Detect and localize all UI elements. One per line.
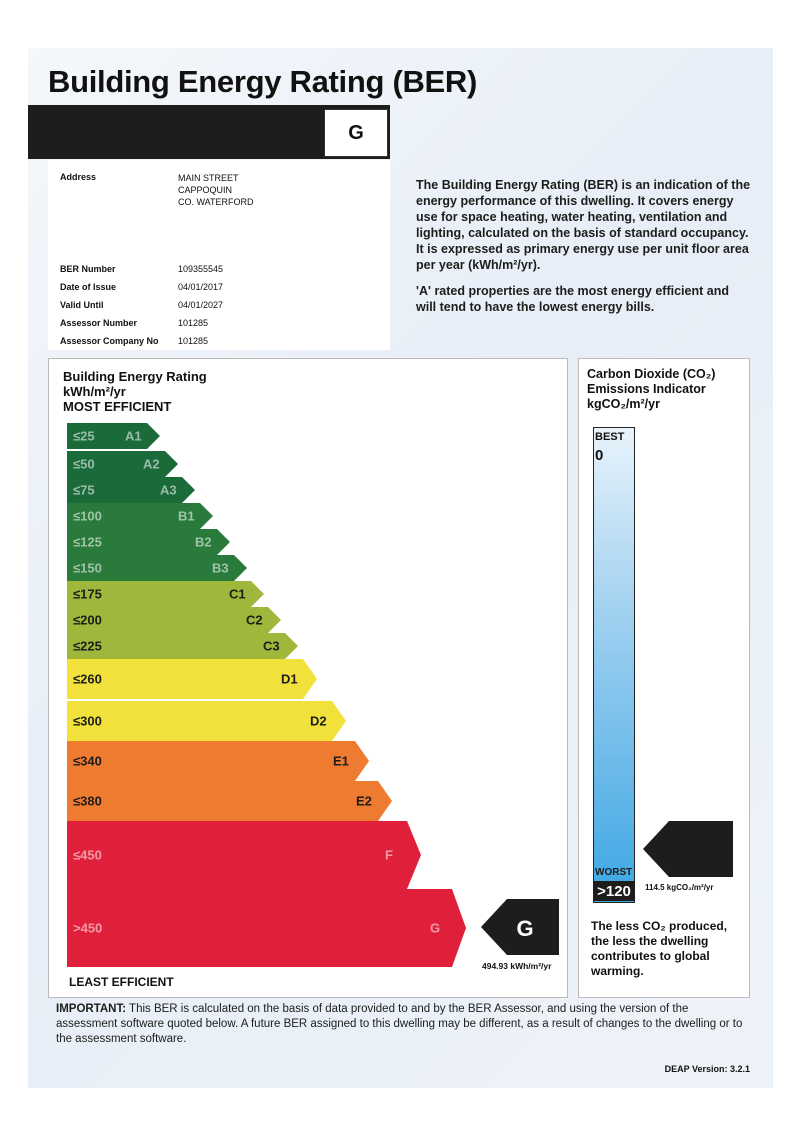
ber-band-threshold: ≤340: [73, 753, 102, 769]
co2-title: Carbon Dioxide (CO₂): [587, 367, 716, 381]
ber-band-e1: [67, 741, 369, 781]
ber-band-shape: [67, 741, 369, 781]
ber-scale-panel: [48, 358, 568, 998]
ber-band-label: E2: [356, 793, 372, 809]
valid-until-value: 04/01/2027: [178, 300, 224, 310]
ber-band-label: E1: [333, 753, 349, 769]
address-line: MAIN STREET: [178, 173, 239, 183]
ber-band-threshold: ≤260: [73, 671, 102, 687]
ber-band-b2: [67, 529, 230, 555]
ber-scale-unit: kWh/m²/yr: [63, 384, 126, 399]
rating-marker-arrow: [481, 899, 559, 955]
co2-marker-value: 114.5 kgCO₂/m²/yr: [645, 883, 714, 892]
description-paragraph: 'A' rated properties are the most energy efficient and will tend to have the lowest energy bills.: [416, 284, 729, 314]
ber-band-c2: [67, 607, 281, 633]
ber-band-threshold: ≤75: [73, 482, 95, 498]
valid-until-label: Valid Until: [60, 300, 104, 310]
ber-band-g: [67, 889, 466, 967]
ber-band-label: B3: [212, 560, 229, 576]
co2-subtitle: Emissions Indicator: [587, 382, 706, 396]
co2-gradient-bar: [593, 427, 635, 903]
assessor-company-value: 101285: [178, 336, 209, 346]
deap-version: DEAP Version: 3.2.1: [664, 1064, 750, 1074]
address-line: CO. WATERFORD: [178, 197, 254, 207]
date-of-issue-value: 04/01/2017: [178, 282, 224, 292]
ber-band-threshold: ≤175: [73, 586, 102, 602]
ber-number-label: BER Number: [60, 264, 116, 274]
ber-band-f: [67, 821, 421, 889]
ber-band-label: A3: [160, 482, 177, 498]
ber-band-threshold: ≤150: [73, 560, 102, 576]
ber-band-threshold: >450: [73, 920, 103, 936]
ber-band-threshold: ≤25: [73, 428, 95, 444]
address-value: [178, 172, 254, 208]
assessor-number-value: 101285: [178, 318, 209, 328]
ber-band-label: C2: [246, 612, 263, 628]
ber-band-threshold: ≤125: [73, 534, 102, 550]
ber-band-threshold: ≤200: [73, 612, 102, 628]
page-title: Building Energy Rating (BER): [48, 64, 478, 99]
ber-scale-heading: [63, 369, 207, 414]
assessor-number-label: Assessor Number: [60, 318, 138, 328]
date-of-issue-label: Date of Issue: [60, 282, 117, 292]
ber-band-shape: [67, 821, 421, 889]
ber-band-threshold: ≤380: [73, 793, 102, 809]
co2-note: The less CO₂ produced, the less the dwelling contributes to global warming.: [591, 919, 728, 978]
ber-band-label: B2: [195, 534, 212, 550]
address-line: CAPPOQUIN: [178, 185, 233, 195]
ber-band-label: F: [385, 847, 393, 863]
ber-band-threshold: ≤225: [73, 638, 102, 654]
ber-band-b3: [67, 555, 247, 581]
important-text: This BER is calculated on the basis of data provided to and by the BER Assessor, and using the version of the assessment software quoted below. A future BER assigned to this dwelling may be different, as a result of changes to the dwelling or to the assessment software.: [56, 1003, 743, 1045]
ber-band-threshold: ≤450: [73, 847, 102, 863]
important-lead: IMPORTANT:: [56, 1003, 127, 1015]
co2-worst-value: >120: [593, 881, 635, 901]
most-efficient-label: MOST EFFICIENT: [63, 399, 172, 414]
ber-band-label: B1: [178, 508, 195, 524]
ber-band-b1: [67, 503, 213, 529]
co2-panel: [578, 358, 750, 998]
ber-number-value: 109355545: [178, 264, 224, 274]
rating-letter-box: G: [324, 109, 388, 157]
ber-band-label: A2: [143, 456, 160, 472]
ber-band-label: A1: [125, 428, 142, 444]
co2-worst-label: WORST: [595, 867, 633, 878]
ber-band-label: G: [430, 920, 441, 936]
address-label: Address: [60, 172, 97, 182]
ber-band-label: D2: [310, 713, 327, 729]
ber-band-d1: [67, 659, 317, 699]
ber-band-threshold: ≤50: [73, 456, 95, 472]
ber-band-label: C1: [229, 586, 246, 602]
assessor-company-label: Assessor Company No: [60, 336, 159, 346]
ber-band-shape: [67, 659, 317, 699]
ber-band-label: D1: [281, 671, 298, 687]
ber-band-shape: [67, 701, 346, 741]
ber-band-c1: [67, 581, 264, 607]
ber-band-label: C3: [263, 638, 280, 654]
ber-band-threshold: ≤100: [73, 508, 102, 524]
co2-marker-arrow: [643, 821, 733, 877]
description-paragraph: The Building Energy Rating (BER) is an indication of the energy performance of this dwelling. It covers energy use for space heating, water heating, ventilation and lighting, calculated on the basis of standard occupancy. It is expressed as primary energy use per unit floor area per year (kWh/m²/yr).: [416, 178, 751, 272]
ber-scale-title: Building Energy Rating: [63, 369, 207, 384]
co2-unit: kgCO₂/m²/yr: [587, 397, 660, 411]
ber-band-shape: [67, 781, 392, 821]
co2-heading: [587, 367, 715, 412]
rating-marker-value: 494.93 kWh/m²/yr: [482, 961, 552, 971]
important-notice: [56, 1002, 746, 1047]
ber-band-a3: [67, 477, 195, 503]
dwelling-details: [48, 160, 390, 350]
least-efficient-label: LEAST EFFICIENT: [69, 975, 174, 989]
ber-description: [416, 177, 751, 325]
ber-band-d2: [67, 701, 346, 741]
ber-band-shape: [67, 889, 466, 967]
ber-band-threshold: ≤300: [73, 713, 102, 729]
ber-band-a1: [67, 423, 160, 449]
ber-band-c3: [67, 633, 298, 659]
co2-best-label: BEST: [595, 431, 625, 443]
co2-best-value: 0: [595, 447, 604, 464]
ber-band-e2: [67, 781, 392, 821]
ber-band-a2: [67, 451, 178, 477]
rating-marker-letter: G: [516, 916, 534, 941]
